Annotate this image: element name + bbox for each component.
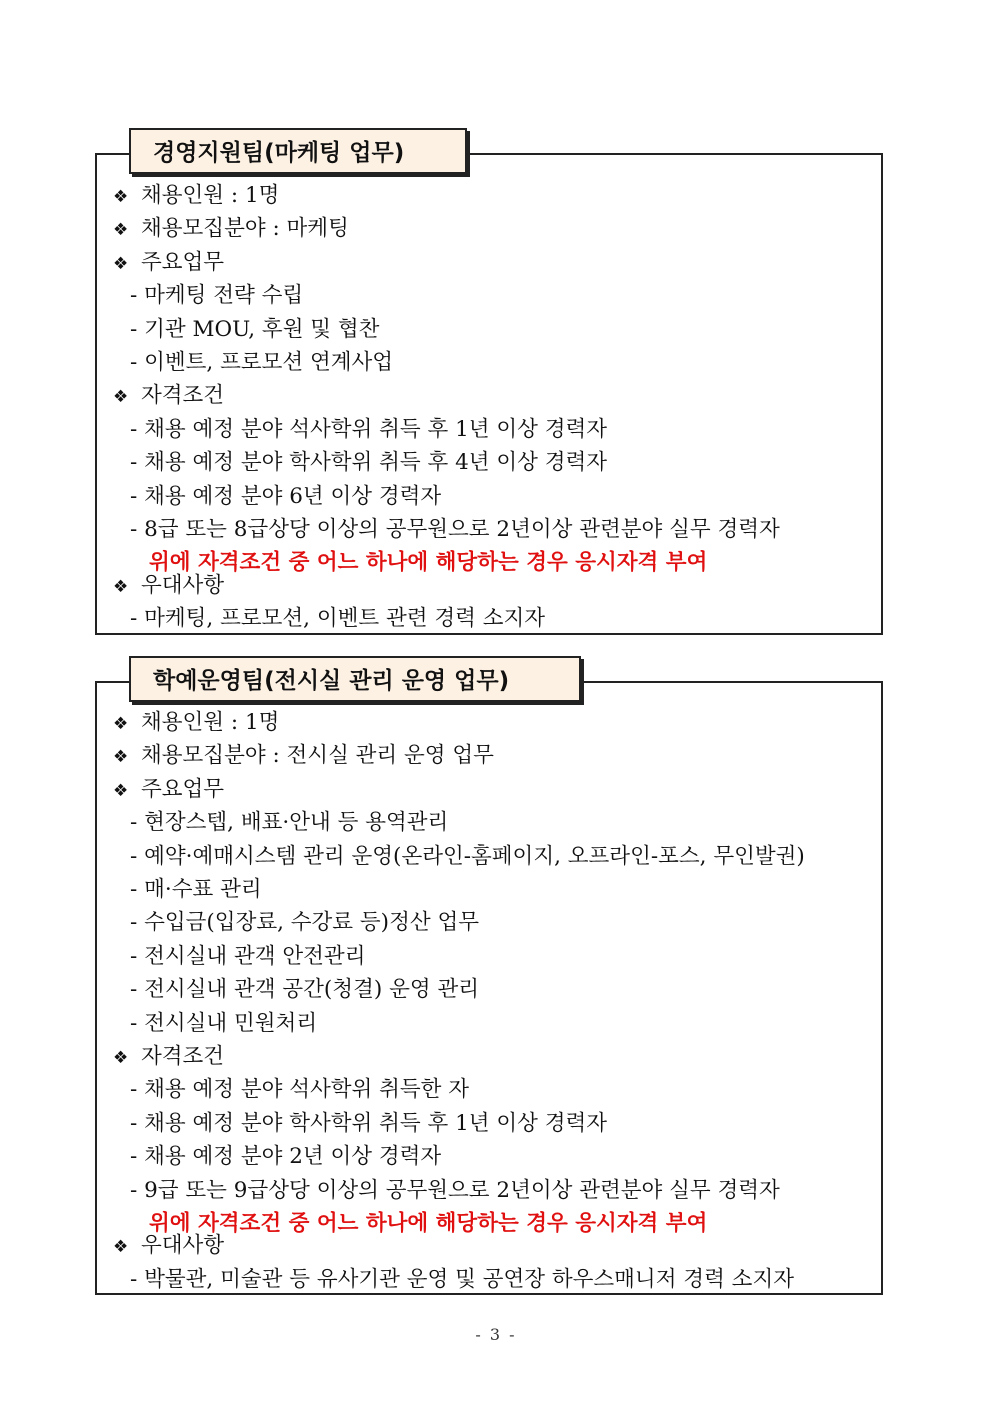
- bullet-item: [97, 381, 224, 411]
- diamond-bullet-icon: ❖: [113, 387, 129, 408]
- bullet-text: 우대사항: [141, 1233, 225, 1259]
- sub-item: - 전시실내 관객 공간(청결) 운영 관리: [130, 977, 479, 1003]
- diamond-bullet-icon: ❖: [113, 576, 129, 597]
- section-title: 학예운영팀(전시실 관리 운영 업무): [129, 656, 581, 702]
- page-number: - 3 -: [475, 1325, 517, 1344]
- eligibility-notice: 위에 자격조건 중 어느 하나에 해당하는 경우 응시자격 부여: [149, 550, 708, 576]
- sub-item: - 매·수표 관리: [130, 877, 262, 902]
- bullet-text: 우대사항: [141, 572, 225, 598]
- sub-item: - 채용 예정 분야 석사학위 취득한 자: [130, 1077, 470, 1103]
- sub-item: - 채용 예정 분야 6년 이상 경력자: [130, 483, 442, 509]
- bullet-text: 채용모집분야 : 전시실 관리 운영 업무: [141, 743, 494, 769]
- bullet-item: [97, 708, 279, 738]
- sub-item: - 채용 예정 분야 학사학위 취득 후 4년 이상 경력자: [130, 450, 608, 476]
- sub-item: - 채용 예정 분야 석사학위 취득 후 1년 이상 경력자: [130, 416, 608, 442]
- bullet-item: [97, 775, 224, 805]
- diamond-bullet-icon: ❖: [113, 187, 129, 207]
- sub-item: - 9급 또는 9급상당 이상의 공무원으로 2년이상 관련분야 실무 경력자: [130, 1177, 780, 1203]
- sub-item: - 8급 또는 8급상당 이상의 공무원으로 2년이상 관련분야 실무 경력자: [130, 517, 780, 542]
- eligibility-notice: 위에 자격조건 중 어느 하나에 해당하는 경우 응시자격 부여: [149, 1211, 708, 1236]
- bullet-item: [97, 571, 224, 601]
- bullet-item: [97, 248, 224, 278]
- sub-item: - 기관 MOU, 후원 및 협찬: [130, 316, 380, 342]
- sub-item: - 박물관, 미술관 등 유사기관 운영 및 공연장 하우스매니저 경력 소지자: [130, 1266, 794, 1292]
- sub-item: - 전시실내 민원처리: [130, 1010, 318, 1036]
- sub-item: - 마케팅, 프로모션, 이벤트 관련 경력 소지자: [130, 606, 546, 632]
- sub-item: - 마케팅 전략 수립: [130, 283, 304, 309]
- bullet-text: 자격조건: [141, 1044, 225, 1069]
- section-curatorial-operations: [95, 668, 883, 1295]
- sub-item: - 현장스텝, 배표·안내 등 용역관리: [130, 810, 449, 836]
- bullet-text: 채용인원 : 1명: [141, 710, 280, 735]
- bullet-text: 주요업무: [141, 776, 225, 802]
- bullet-item: [97, 181, 279, 211]
- bullet-text: 채용모집분야 : 마케팅: [141, 216, 349, 242]
- sub-item: - 채용 예정 분야 학사학위 취득 후 1년 이상 경력자: [130, 1110, 608, 1136]
- sub-item: - 예약·예매시스템 관리 운영(온라인-홈페이지, 오프라인-포스, 무인발권): [130, 843, 805, 869]
- diamond-bullet-icon: ❖: [113, 714, 129, 734]
- bullet-item: [97, 1231, 224, 1261]
- bullet-text: 채용인원 : 1명: [141, 183, 280, 208]
- sub-item: - 채용 예정 분야 2년 이상 경력자: [130, 1144, 442, 1170]
- bullet-text: 주요업무: [141, 249, 225, 275]
- section-title: 경영지원팀(마케팅 업무): [129, 128, 467, 174]
- bullet-item: [97, 214, 349, 244]
- diamond-bullet-icon: ❖: [113, 253, 129, 274]
- bullet-text: 자격조건: [141, 383, 225, 409]
- bullet-item: [97, 741, 494, 771]
- sub-item: - 수입금(입장료, 수강료 등)정산 업무: [130, 910, 479, 936]
- sub-item: - 이벤트, 프로모션 연계사업: [130, 350, 394, 375]
- section-management-support: [95, 140, 883, 635]
- diamond-bullet-icon: ❖: [113, 1048, 129, 1068]
- bullet-item: [97, 1042, 224, 1072]
- diamond-bullet-icon: ❖: [113, 220, 129, 241]
- diamond-bullet-icon: ❖: [113, 780, 129, 801]
- diamond-bullet-icon: ❖: [113, 1237, 129, 1258]
- sub-item: - 전시실내 관객 안전관리: [130, 943, 366, 969]
- diamond-bullet-icon: ❖: [113, 747, 129, 768]
